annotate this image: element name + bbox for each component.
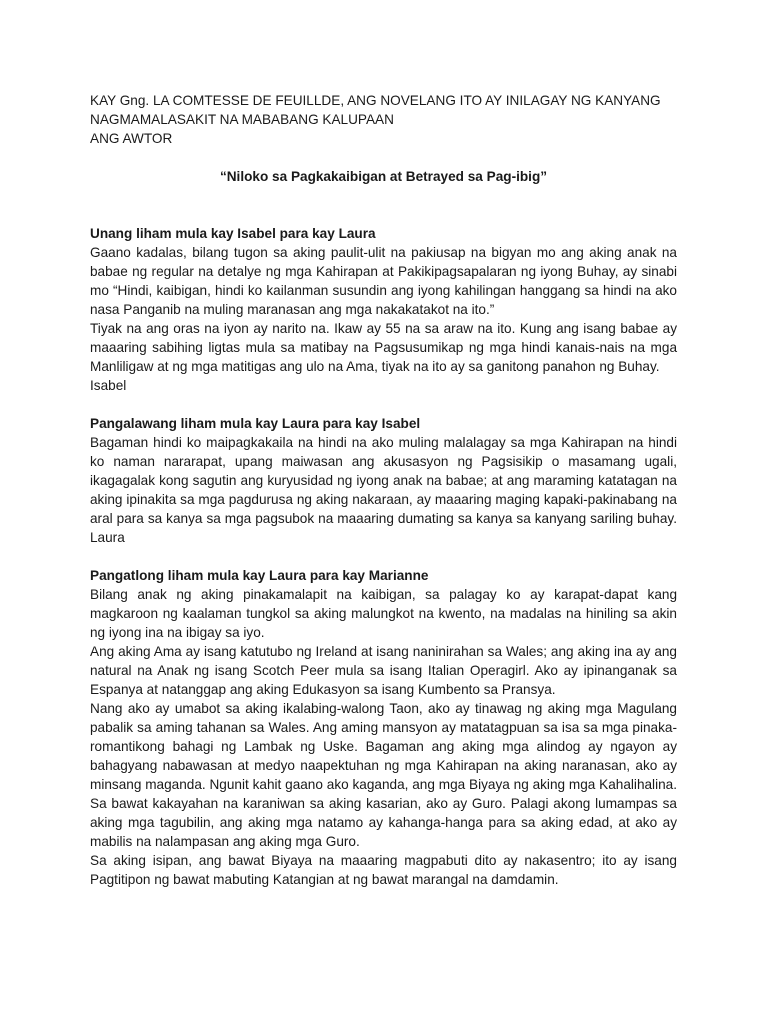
letter-heading: Unang liham mula kay Isabel para kay Laura xyxy=(90,226,376,241)
dedication-text: KAY Gng. LA COMTESSE DE FEUILLDE, ANG NOVELANG ITO AY INILAGAY NG KANYANG NAGMAMALASAKIT NA MABABANG KALUPAAN xyxy=(90,93,661,127)
letter-paragraph: Ang aking Ama ay isang katutubo ng Ireland at isang naninirahan sa Wales; ang aking ina ay ang natural na Anak ng isang Scotch Peer mula sa isang Italian Operagirl. Ako ay ipinanganak sa Espanya at natanggap ang aking Edukasyon sa isang Kumbento sa Pransya. xyxy=(90,644,677,697)
letter-paragraph: Tiyak na ang oras na iyon ay narito na. Ikaw ay 55 na sa araw na ito. Kung ang isang babae ay maaaring sabihing ligtas mula sa matibay na Pagsusumikap ng mga hindi kanais-nais na mga Manliligaw at ng mga matitigas ang ulo na Ama, tiyak na ito ay sa ganitong panahon ng Buhay. xyxy=(90,321,677,374)
letter-2 xyxy=(90,414,677,547)
letter-signature: Isabel xyxy=(90,378,127,393)
dedication-author: ANG AWTOR xyxy=(90,131,173,146)
letter-paragraph: Nang ako ay umabot sa aking ikalabing-walong Taon, ako ay tinawag ng aking mga Magulang pabalik sa aming tahanan sa Wales. Ang aming mansyon ay matatagpuan sa isa sa mga pinaka-romantikong bahagi ng Lambak ng Uske. Bagaman ang aking mga alindog ay ngayon ay bahagyang nabawasan at medyo naapektuhan ng mga Kahirapan na aking naranasan, ako ay minsang maganda. Ngunit kahit gaano ako kaganda, ang mga Biyaya ng aking mga Kahalihalina. Sa bawat kakayahan na karaniwan sa aking kasarian, ako ay Guro. Palagi akong lumampas sa aking mga tagubilin, ang aking mga natamo ay kahanga-hanga para sa aking edad, at ako ay mabilis na nalampasan ang aking mga Guro. xyxy=(90,701,677,849)
dedication xyxy=(90,91,677,148)
letter-paragraph: Bilang anak ng aking pinakamalapit na kaibigan, sa palagay ko ay karapat-dapat kang magkaroon ng kaalaman tungkol sa aking malungkot na kwento, na madalas na hiniling sa akin ng iyong ina na ibigay sa iyo. xyxy=(90,587,677,640)
letter-paragraph: Bagaman hindi ko maipagkakaila na hindi na ako muling malalagay sa mga Kahirapan na hindi ko naman nararapat, upang maiwasan ang akusasyon ng Pagsisikip o masamang ugali, ikagagalak kong sagutin ang kuryusidad ng iyong anak na babae; at ang maraming katatagan na aking ipinakita sa mga pagdurusa ng aking nakaraan, ay maaaring maging kapaki-pakinabang na aral para sa kanya sa mga pagsubok na maaaring dumating sa kanya sa kanyang sariling buhay. Laura xyxy=(90,435,677,545)
letter-3 xyxy=(90,566,677,889)
letter-1 xyxy=(90,224,677,395)
letter-heading: Pangatlong liham mula kay Laura para kay Marianne xyxy=(90,568,429,583)
letter-heading: Pangalawang liham mula kay Laura para kay Isabel xyxy=(90,416,421,431)
book-title: “Niloko sa Pagkakaibigan at Betrayed sa Pag-ibig” xyxy=(219,169,548,184)
letter-paragraph: Gaano kadalas, bilang tugon sa aking paulit-ulit na pakiusap na bigyan mo ang aking anak na babae ng regular na detalye ng mga Kahirapan at Pakikipagsapalaran ng iyong Buhay, ay sinabi mo “Hindi, kaibigan, hindi ko kailanman susundin ang iyong kahilingan hanggang sa hindi na ako nasa Panganib na muling maranasan ang mga nakakatakot na ito.” xyxy=(90,245,677,317)
letter-paragraph: Sa aking isipan, ang bawat Biyaya na maaaring magpabuti dito ay nakasentro; ito ay isang Pagtitipon ng bawat mabuting Katangian at ng bawat marangal na damdamin. xyxy=(90,853,677,887)
document-page xyxy=(90,91,677,889)
